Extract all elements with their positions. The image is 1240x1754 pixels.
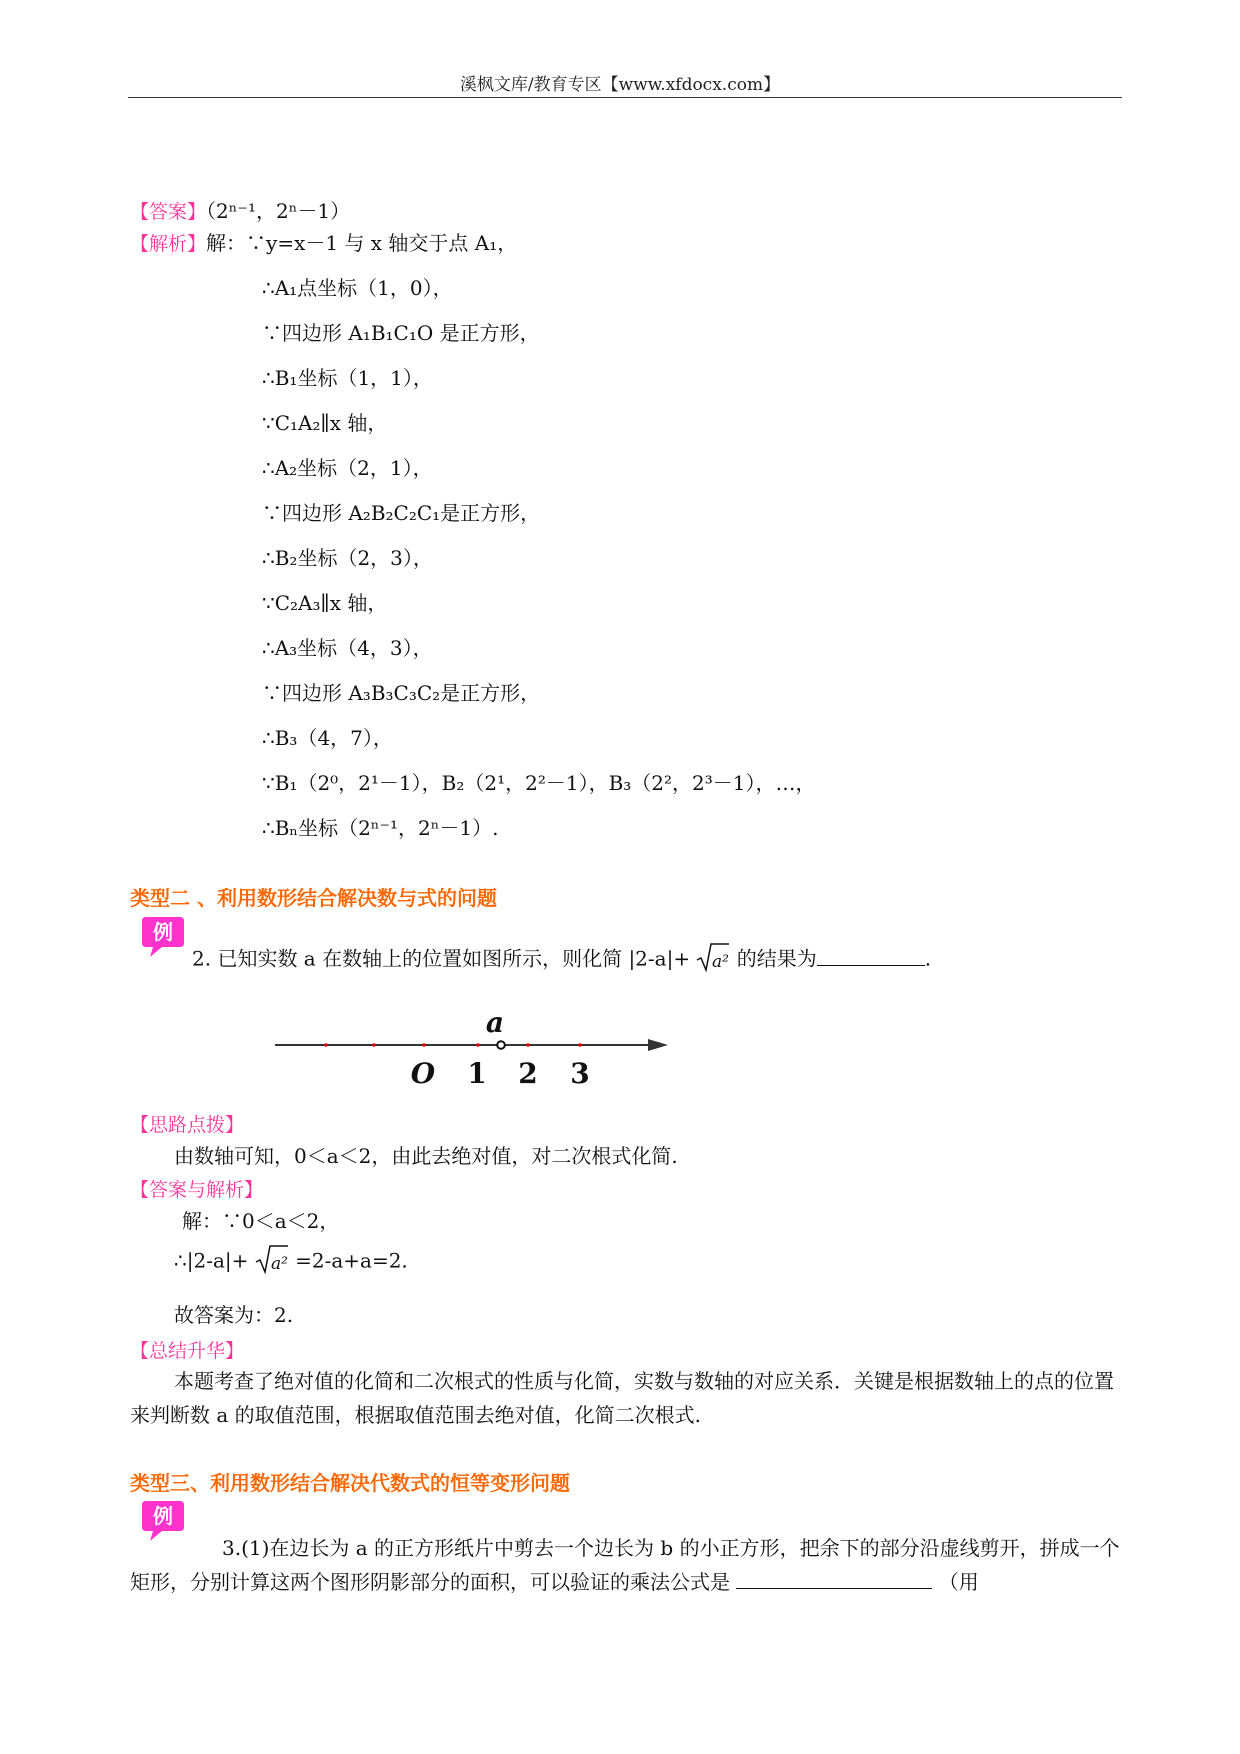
- hint-label: 【思路点拨】: [130, 1114, 245, 1136]
- point-a-label: a: [485, 1006, 505, 1039]
- point-a: [497, 1041, 505, 1049]
- answer-value: （2ⁿ⁻¹，2ⁿ－1）: [206, 199, 351, 223]
- example-badge-text: 例: [153, 920, 173, 944]
- question-3-text: 3.(1)在边长为 a 的正方形纸片中剪去一个边长为 b 的小正方形，把余下的部分沿虚线剪开，拼成一个矩形，分别计算这两个图形阴影部分的面积，可以验证的乘法公式是: [130, 1536, 1120, 1594]
- question-3-tail: （用: [938, 1570, 979, 1594]
- arrow-head-icon: [648, 1039, 668, 1051]
- analysis-step: ∴Bₙ坐标（2ⁿ⁻¹，2ⁿ－1）.: [262, 816, 499, 840]
- tick-point: [324, 1043, 328, 1047]
- tick-point: [578, 1043, 582, 1047]
- hint-text: 由数轴可知，0＜a＜2，由此去绝对值，对二次根式化简.: [174, 1144, 678, 1168]
- analysis-step: ∴B₃（4，7），: [262, 726, 393, 750]
- summary-label: 【总结升华】: [130, 1340, 245, 1362]
- analysis-step: ∴B₁坐标（1，1），: [262, 366, 433, 390]
- sqrt-a-squared: [696, 942, 730, 978]
- page-header: 溪枫文库/教育专区【www.xfdocx.com】: [459, 75, 781, 95]
- example-badge-icon: [140, 913, 186, 959]
- analysis-step: ∴A₁点坐标（1，0），: [262, 276, 453, 300]
- tick-point: [422, 1043, 426, 1047]
- analysis-step: ∴A₃坐标（4，3），: [262, 636, 433, 660]
- tick-label-2: 2: [518, 1057, 538, 1090]
- answer-line: [130, 198, 350, 225]
- analysis-step: ∵四边形 A₁B₁C₁O 是正方形，: [262, 321, 540, 345]
- sqrt-radicand: a²: [712, 952, 730, 972]
- solution-line-2-suffix: =2-a+a=2.: [295, 1248, 408, 1273]
- question-2-suffix: 的结果为: [736, 946, 817, 971]
- analysis-step: ∵四边形 A₃B₃C₃C₂是正方形，: [262, 681, 541, 705]
- analysis-line: [130, 230, 517, 257]
- solution-line-3: 故答案为：2.: [174, 1303, 294, 1327]
- sqrt-radicand: a²: [270, 1254, 288, 1274]
- tick-label-0: O: [410, 1057, 436, 1090]
- question-2-prefix: 2. 已知实数 a 在数轴上的位置如图所示，则化简: [192, 946, 623, 971]
- tick-point: [476, 1043, 480, 1047]
- answer-label: 【答案】: [130, 201, 207, 223]
- analysis-step: ∴A₂坐标（2，1），: [262, 456, 433, 480]
- question-3: [130, 1531, 1120, 1599]
- solution-line-2-prefix: ∴|2-a|+: [174, 1248, 249, 1273]
- question-2-abs: |2-a|+: [628, 946, 691, 971]
- number-line: [270, 1000, 690, 1090]
- tick-point: [526, 1043, 530, 1047]
- solution-label: 【答案与解析】: [130, 1179, 264, 1201]
- analysis-step: ∵C₁A₂∥x 轴，: [262, 411, 388, 435]
- tick-point: [372, 1043, 376, 1047]
- analysis-intro: 解：∵y=x－1 与 x 轴交于点 A₁，: [206, 231, 518, 255]
- solution-line-2: [174, 1244, 408, 1280]
- answer-blank: [817, 945, 925, 966]
- solution-line-1: 解：∵0＜a＜2，: [182, 1209, 340, 1233]
- section3-heading: 类型三、利用数形结合解决代数式的恒等变形问题: [130, 1471, 570, 1495]
- analysis-step: ∵四边形 A₂B₂C₂C₁是正方形，: [262, 501, 541, 525]
- summary-text: 本题考查了绝对值的化简和二次根式的性质与化简，实数与数轴的对应关系．关键是根据数轴上的点的位置来判断数 a 的取值范围，根据取值范围去绝对值，化简二次根式.: [130, 1369, 1114, 1427]
- question-2-end: .: [924, 946, 932, 971]
- sqrt-a-squared: [255, 1244, 289, 1280]
- tick-label-3: 3: [570, 1057, 590, 1090]
- analysis-label: 【解析】: [130, 233, 207, 255]
- example-badge-text: 例: [153, 1504, 173, 1528]
- analysis-step: ∵C₂A₃∥x 轴，: [262, 591, 388, 615]
- analysis-step: ∴B₂坐标（2，3），: [262, 546, 433, 570]
- section2-heading: 类型二 、利用数形结合解决数与式的问题: [130, 886, 497, 910]
- tick-label-1: 1: [467, 1057, 487, 1090]
- analysis-step: ∵B₁（2⁰，2¹－1），B₂（2¹，2²－1），B₃（2²，2³－1），…，: [262, 771, 816, 795]
- header-divider: [128, 97, 1122, 98]
- question-2: [192, 942, 931, 978]
- answer-blank: [736, 1568, 932, 1589]
